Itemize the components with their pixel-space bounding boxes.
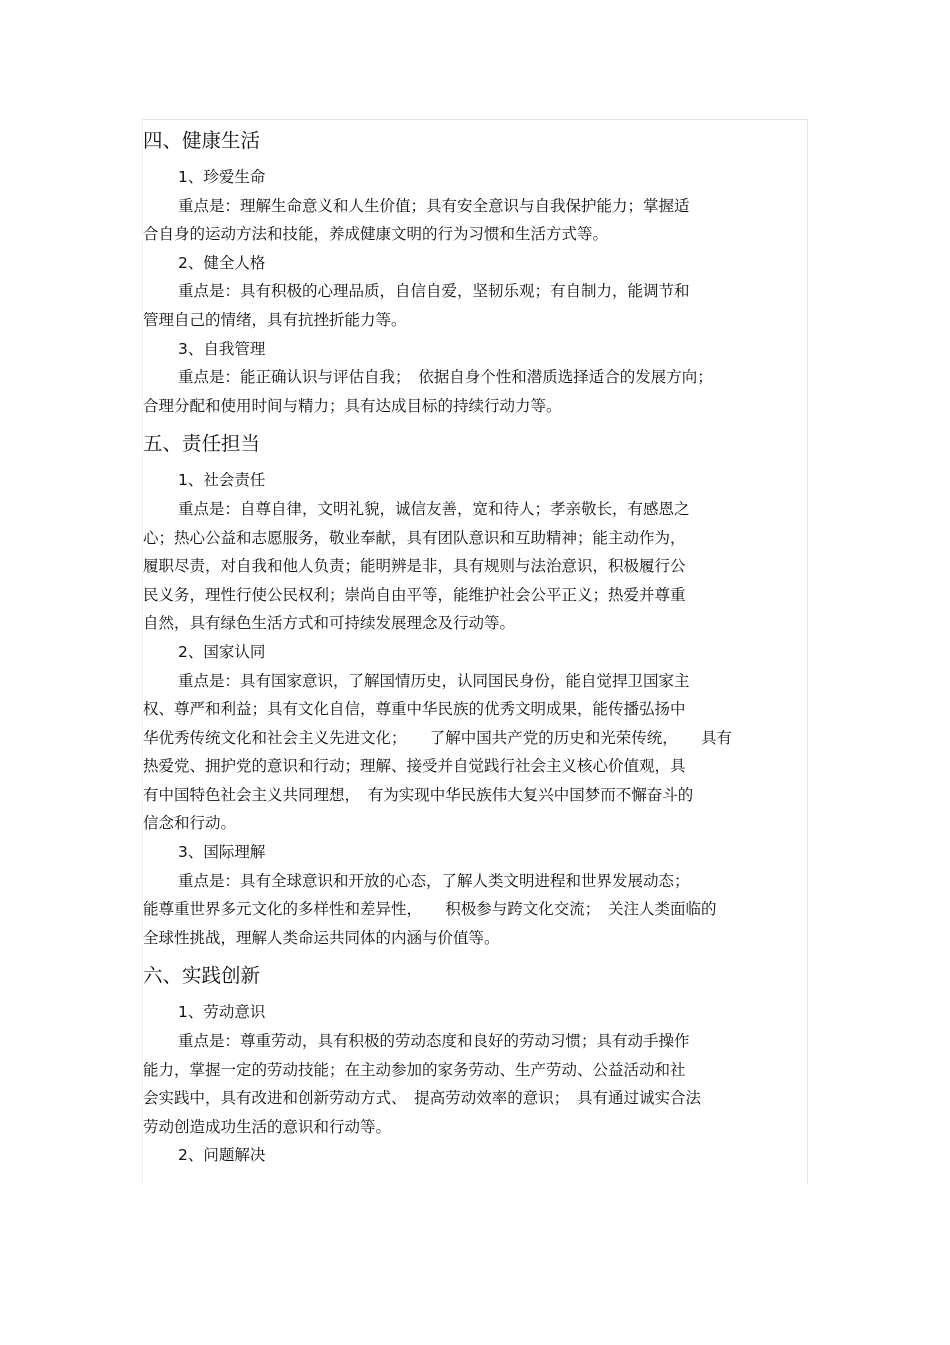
- paragraph-line: 重点是：自尊自律，文明礼貌，诚信友善，宽和待人；孝亲敬长，有感恩之: [178, 499, 690, 518]
- paragraph-line: 重点是：能正确认识与评估自我； 依据自身个性和潜质选择适合的发展方向；: [178, 368, 713, 387]
- document-content: [143, 124, 808, 1170]
- subsection-heading: 1、社会责任: [178, 471, 266, 490]
- paragraph-line: 能力，掌握一定的劳动技能；在主动参加的家务劳动、生产劳动、公益活动和社: [143, 1060, 686, 1079]
- paragraph-line: 信念和行动。: [143, 814, 237, 833]
- paragraph-line: 重点是：理解生命意义和人生价值；具有安全意识与自我保护能力；掌握适: [178, 196, 690, 215]
- paragraph-line: 心；热心公益和志愿服务，敬业奉献，具有团队意识和互助精神；能主动作为，: [143, 528, 686, 547]
- paragraph-line: 劳动创造成功生活的意识和行动等。: [143, 1117, 392, 1136]
- paragraph-line: 重点是：尊重劳动，具有积极的劳动态度和良好的劳动习惯；具有动手操作: [178, 1032, 690, 1051]
- paragraph-line: 有中国特色社会主义共同理想， 有为实现中华民族伟大复兴中国梦而不懈奋斗的: [143, 785, 694, 804]
- paragraph-line: 会实践中，具有改进和创新劳动方式、 提高劳动效率的意识； 具有通过诚实合法: [143, 1089, 702, 1108]
- subsection-heading: 2、问题解决: [178, 1146, 266, 1165]
- subsection-heading: 1、劳动意识: [178, 1003, 266, 1022]
- paragraph-line: 权、尊严和利益；具有文化自信，尊重中华民族的优秀文明成果，能传播弘扬中: [143, 700, 686, 719]
- paragraph-line: 重点是：具有全球意识和开放的心态，了解人类文明进程和世界发展动态；: [178, 871, 690, 890]
- paragraph-line: 履职尽责，对自我和他人负责；能明辨是非，具有规则与法治意识，积极履行公: [143, 557, 686, 576]
- paragraph-line: 重点是：具有国家意识，了解国情历史，认同国民身份，能自觉捍卫国家主: [178, 671, 690, 690]
- section-heading: 五、责任担当: [143, 432, 261, 456]
- paragraph-line: 重点是：具有积极的心理品质，自信自爱，坚韧乐观；有自制力，能调节和: [178, 282, 690, 301]
- paragraph-line: 能尊重世界多元文化的多样性和差异性， 积极参与跨文化交流； 关注人类面临的: [143, 900, 717, 919]
- paragraph-line: 全球性挑战，理解人类命运共同体的内涵与价值等。: [143, 928, 500, 947]
- section-heading: 六、实践创新: [143, 964, 261, 988]
- paragraph-line: 合自身的运动方法和技能，养成健康文明的行为习惯和生活方式等。: [143, 225, 609, 244]
- subsection-heading: 3、国际理解: [178, 843, 266, 862]
- paragraph-line: 自然，具有绿色生活方式和可持续发展理念及行动等。: [143, 614, 516, 633]
- paragraph-line: 合理分配和使用时间与精力；具有达成目标的持续行动力等。: [143, 396, 562, 415]
- section-spacer: [143, 952, 808, 959]
- section-spacer: [143, 420, 808, 427]
- paragraph-line: 华优秀传统文化和社会主义先进文化； 了解中国共产党的历史和光荣传统， 具有: [143, 728, 733, 747]
- subsection-heading: 3、自我管理: [178, 339, 266, 358]
- section-heading: 四、健康生活: [143, 129, 261, 152]
- subsection-heading: 1、珍爱生命: [178, 168, 266, 186]
- subsection-heading: 2、健全人格: [178, 253, 266, 272]
- paragraph-line: 管理自己的情绪，具有抗挫折能力等。: [143, 310, 407, 329]
- paragraph-line: 热爱党、拥护党的意识和行动；理解、接受并自觉践行社会主义核心价值观，具: [143, 757, 686, 776]
- subsection-heading: 2、国家认同: [178, 642, 266, 661]
- paragraph-line: 民义务，理性行使公民权利；崇尚自由平等，能维护社会公平正义；热爱并尊重: [143, 585, 686, 604]
